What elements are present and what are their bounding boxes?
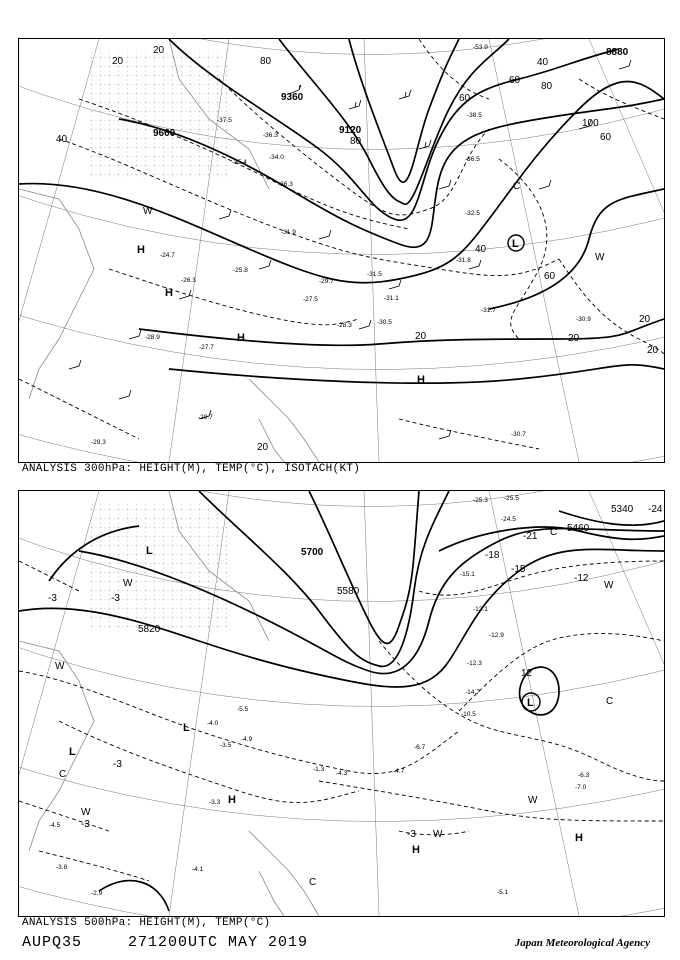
temp-label: -3.8: [56, 864, 68, 871]
warm-center-label: W: [55, 661, 65, 672]
isotach-label: 40: [537, 57, 549, 68]
temp-label: -37.5: [217, 117, 232, 124]
isotach-label: 40: [56, 134, 68, 145]
isotherm-label: -3: [81, 819, 90, 830]
chart-500hpa: [18, 490, 665, 917]
isotherm-label: -21: [523, 531, 538, 542]
isotach-label: 20: [112, 56, 124, 67]
warm-center-label: W: [433, 829, 443, 840]
map-300hpa-svg: [19, 39, 664, 462]
warm-center-label: W: [604, 580, 614, 591]
isotach-label: 80: [541, 81, 553, 92]
temp-label: -29.3: [91, 439, 106, 446]
height-label-5820: 5820: [138, 624, 161, 635]
temp-label: -53.9: [473, 44, 488, 51]
isotach-label: 60: [459, 93, 471, 104]
isotach-label: 60: [544, 271, 556, 282]
height-label-8880: 8880: [606, 47, 629, 58]
temp-label: -34.0: [269, 154, 284, 161]
temp-label: -4.7: [393, 768, 405, 775]
low-center-label: L: [512, 238, 519, 250]
high-center-label: H: [165, 287, 173, 299]
isotach-label: 20: [568, 333, 580, 344]
height-label-9120: 9120: [339, 125, 362, 136]
temp-label: -25.5: [504, 495, 519, 502]
warm-center-label: W: [123, 578, 133, 589]
high-center-label: H: [228, 794, 236, 806]
temp-label: -31.5: [367, 271, 382, 278]
temp-label: -6.3: [578, 772, 590, 779]
temp-label: -4.5: [49, 822, 61, 829]
terrain-hatch: [89, 49, 229, 179]
temp-label: -27.5: [303, 296, 318, 303]
temp-label: -30.5: [377, 319, 392, 326]
temp-label: -12.3: [467, 660, 482, 667]
isotach-label: 20: [257, 442, 269, 453]
temp-label: -4.3: [336, 770, 348, 777]
isotherm-label: -24: [648, 504, 663, 515]
warm-center-label: W: [528, 795, 538, 806]
agency-name: Japan Meteorological Agency: [514, 937, 650, 949]
temp-label: -1.3: [313, 766, 325, 773]
temp-label: -29.7: [319, 278, 334, 285]
temp-label: -6.7: [414, 744, 426, 751]
low-center-label: L: [527, 697, 534, 709]
temp-label: -35.4: [232, 159, 247, 166]
cold-center-label: C: [309, 877, 317, 888]
isotherm-label: -3: [48, 593, 57, 604]
caption-500hpa: ANALYSIS 500hPa: HEIGHT(M), TEMP(°C): [22, 917, 271, 929]
isotach-label: 20: [647, 345, 659, 356]
temp-label: -31.8: [456, 257, 471, 264]
temp-label: -25.3: [473, 497, 488, 504]
height-label-9600: 9600: [153, 128, 176, 139]
low-center-label: L: [183, 722, 190, 734]
isotach-label: 60: [509, 75, 521, 86]
high-center-label: H: [237, 332, 245, 344]
isotherm-label: -3: [407, 829, 416, 840]
height-label-9360: 9360: [281, 92, 304, 103]
cold-center-label: C: [606, 696, 614, 707]
height-label-5580: 5580: [337, 586, 360, 597]
temp-label: -28.9: [145, 334, 160, 341]
isotherm-label: -3: [113, 759, 122, 770]
cold-center-label: C: [59, 769, 67, 780]
temp-label: -36.5: [465, 156, 480, 163]
warm-center-label: W: [143, 206, 153, 217]
isotach-label: 60: [600, 132, 612, 143]
temp-label: -15.1: [460, 571, 475, 578]
caption-300hpa: ANALYSIS 300hPa: HEIGHT(M), TEMP(°C), ISOTACH(KT): [22, 463, 361, 475]
high-center-label: H: [137, 244, 145, 256]
isotherm-label: 12: [521, 668, 533, 679]
temp-label: -4.0: [207, 720, 219, 727]
warm-center-label: W: [81, 807, 91, 818]
temp-label: -30.7: [511, 431, 526, 438]
temp-label: -31.9: [281, 229, 296, 236]
isotach-label: 20: [153, 45, 165, 56]
cold-center-label: C: [513, 181, 521, 192]
temp-label: -26.3: [181, 277, 196, 284]
isotherm-label: -18: [485, 550, 500, 561]
chart-300hpa: [18, 38, 665, 463]
height-label-5340: 5340: [611, 504, 634, 515]
temp-label: -24.7: [160, 252, 175, 259]
temp-label: -4.1: [192, 866, 204, 873]
isotherm-label: -3: [111, 593, 120, 604]
map-500hpa-svg: [19, 491, 664, 916]
cold-center-label: C: [550, 527, 558, 538]
high-center-label: H: [575, 832, 583, 844]
temp-label: -31.1: [384, 295, 399, 302]
isotach-label: 20: [415, 331, 427, 342]
temp-label: -3.5: [220, 742, 232, 749]
low-center-label: L: [146, 545, 153, 557]
isotach-label: 100: [582, 118, 599, 129]
warm-center-label: W: [595, 252, 605, 263]
high-center-label: H: [412, 844, 420, 856]
temp-label: -14.7: [465, 689, 480, 696]
height-label-5700: 5700: [301, 547, 324, 558]
temp-label: -12.9: [489, 632, 504, 639]
temp-label: -3.3: [209, 799, 221, 806]
temp-label: -7.0: [575, 784, 587, 791]
temp-label: -28.3: [337, 322, 352, 329]
temp-label: -2.9: [91, 890, 103, 897]
isotherm-label: -15: [511, 564, 526, 575]
terrain-hatch: [89, 501, 229, 631]
isotach-label: 80: [350, 136, 362, 147]
temp-label: -28.7: [198, 414, 213, 421]
temp-label: -10.5: [461, 711, 476, 718]
temp-label: -24.5: [501, 516, 516, 523]
temp-label: -25.8: [233, 267, 248, 274]
temp-label: -31.7: [481, 307, 496, 314]
temp-label: -5.1: [497, 889, 509, 896]
temp-label: -38.5: [467, 112, 482, 119]
temp-label: -32.5: [465, 210, 480, 217]
valid-time: 271200UTC MAY 2019: [128, 934, 309, 951]
isotach-label: 20: [639, 314, 651, 325]
temp-label: -12.1: [473, 606, 488, 613]
temp-label: -36.3: [263, 132, 278, 139]
isotherm-label: -12: [574, 573, 589, 584]
isotach-label: 40: [475, 244, 487, 255]
high-center-label: H: [417, 374, 425, 386]
temp-label: -36.3: [278, 181, 293, 188]
height-label-5460: 5460: [567, 523, 590, 534]
temp-label: -30.9: [576, 316, 591, 323]
product-code: AUPQ35: [22, 934, 83, 951]
temp-label: -4.9: [241, 736, 253, 743]
temp-label: -27.7: [199, 344, 214, 351]
temp-label: -5.5: [237, 706, 249, 713]
isotach-label: 80: [260, 56, 272, 67]
low-center-label: L: [69, 746, 76, 758]
